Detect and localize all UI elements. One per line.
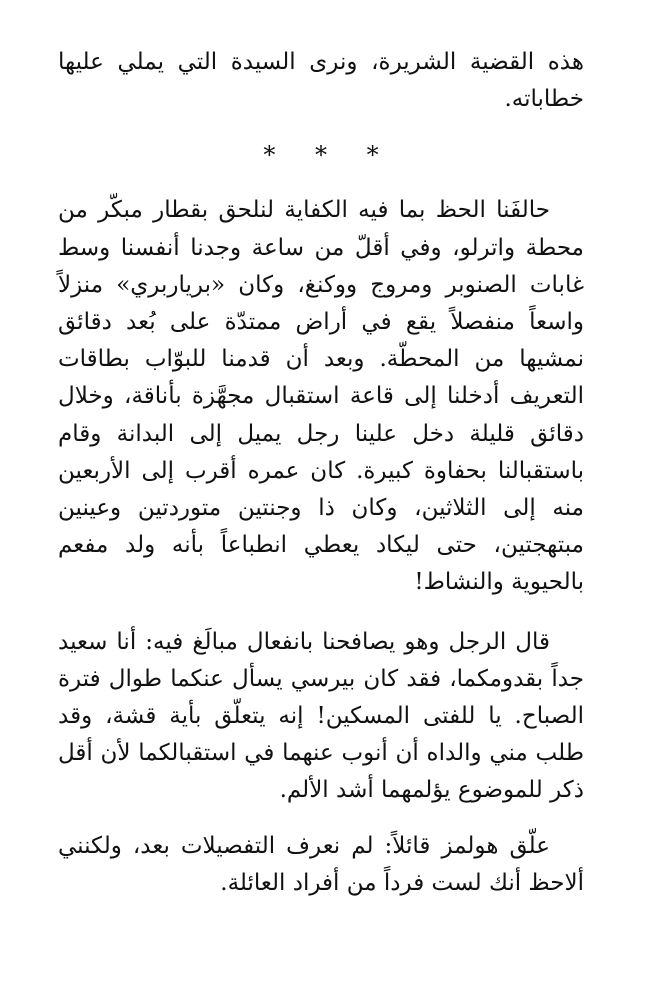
paragraph-continuation: هذه القضية الشريرة، ونرى السيدة التي يملي عليها خطاباته. bbox=[58, 49, 584, 113]
section-separator: * * * bbox=[263, 141, 395, 170]
paragraph-holmes-remark: علّق هولمز قائلاً: لم نعرف التفصيلات بعد، ولكنني ألاحظ أنك لست فرداً من أفراد العائلة. bbox=[58, 832, 584, 896]
paragraph-arrival: حالفَنا الحظ بما فيه الكفاية لنلحق بقطار مبكّر من محطة واترلو، وفي أقلّ من ساعة وجدنا أنفسنا وسط غابات الصنوبر ومروج ووكنغ، وكان «برياربري» منزلاً واسعاً منفصلاً يقع في أراض ممتدّة على بُعد دقائق نمشيها من المحطّة. وبعد أن قدمنا للبوّاب بطاقات التعريف أدخلنا إلى قاعة استقبال مجهَّزة بأناقة، وخلال دقائق قليلة دخل علينا رجل يميل إلى البدانة وقام باستقبالنا بحفاوة كبيرة. كان عمره أقرب إلى الأربعين منه إلى الثلاثين، وكان ذا وجنتين متوردتين وعينين مبتهجتين، حتى ليكاد يعطي انطباعاً بأنه ولد مفعم بالحيوية والنشاط! bbox=[58, 197, 584, 596]
paragraph-greeting: قال الرجل وهو يصافحنا بانفعال مبالَغ فيه: أنا سعيد جداً بقدومكما، فقد كان بيرسي يسأل عنكما طوال فترة الصباح. يا للفتى المسكين! إنه يتعلّق بأية قشة، وقد طلب مني والداه أن أنوب عنهما في استقبالكما لأن أقل ذكر للموضوع يؤلمهما أشد الألم. bbox=[58, 628, 584, 804]
book-page bbox=[58, 44, 584, 902]
